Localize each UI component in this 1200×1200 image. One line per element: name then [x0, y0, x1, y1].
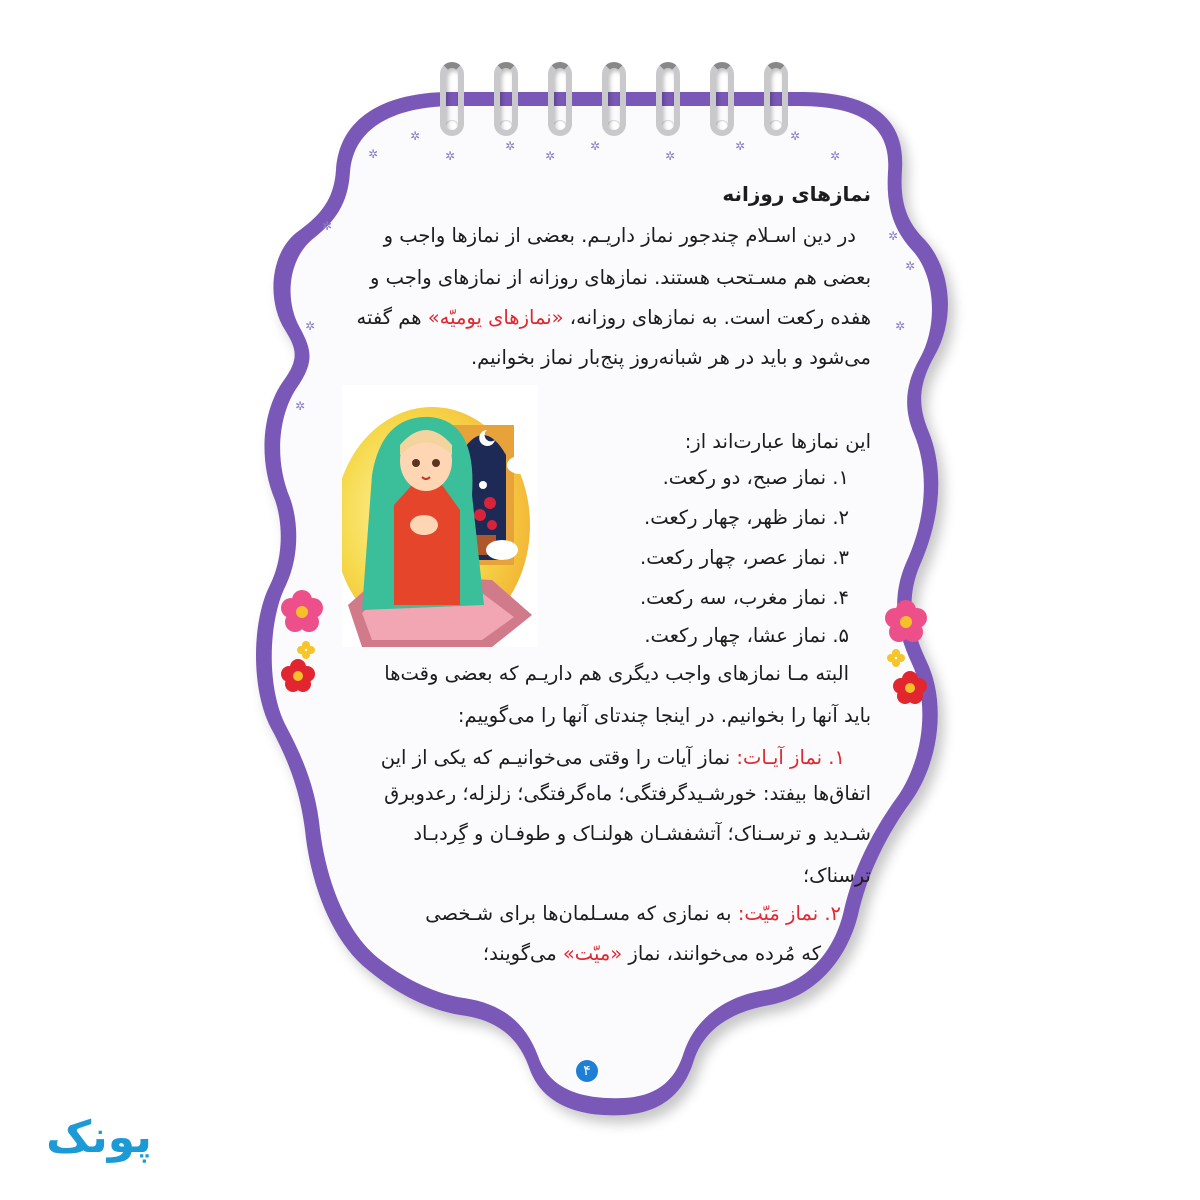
svg-text:✲: ✲ [505, 139, 516, 153]
spiral-ring-icon [764, 62, 788, 136]
svg-text:✲: ✲ [830, 149, 841, 163]
highlight-yowmiyyeh: «نمازهای یومیّه» [427, 306, 564, 329]
page-number: ۴ [576, 1060, 598, 1082]
spiral-ring-icon [710, 62, 734, 136]
brand-logo [34, 1108, 164, 1168]
highlight-mayyit: «میّت» [562, 942, 623, 965]
list-item: ۵. نماز عشا، چهار رکعت. [644, 624, 849, 647]
svg-text:✲: ✲ [790, 129, 801, 143]
svg-text:✲: ✲ [895, 319, 906, 333]
svg-text:✲: ✲ [590, 139, 601, 153]
list-item: ۴. نماز مغرب، سه رکعت. [639, 586, 849, 609]
praying-girl-illustration [342, 385, 538, 647]
mayyit-text: که مُرده می‌خوانند، نماز [622, 942, 821, 965]
svg-text:✲: ✲ [445, 149, 456, 163]
svg-text:✲: ✲ [545, 149, 556, 163]
ayat-line: اتفاق‌ها بیفتد: خورشـیدگرفتگی؛ ماه‌گرفتگی؛ زلزله؛ رعدوبرق [384, 782, 871, 805]
spiral-ring-icon [440, 62, 464, 136]
flower-icon [272, 590, 332, 700]
svg-text:✲: ✲ [368, 147, 379, 161]
other-wajib-line: باید آنها را بخوانیم. در اینجا چندتای آنها را می‌گوییم: [457, 704, 871, 727]
intro-line [357, 308, 871, 328]
other-wajib-line: البته مـا نمازهای واجب دیگری هم داریـم که بعضی وقت‌ها [384, 662, 849, 685]
intro-text: هفده رکعت است. به نمازهای روزانه، [563, 306, 871, 329]
ayat-line [381, 748, 845, 768]
svg-text:✲: ✲ [905, 259, 916, 273]
spiral-ring-icon [494, 62, 518, 136]
svg-text:✲: ✲ [295, 399, 306, 413]
list-item: ۳. نماز عصر، چهار رکعت. [640, 546, 849, 569]
intro-text: هم گفته [356, 306, 428, 329]
logo-text: پونک [46, 1112, 152, 1163]
ayat-label: ۱. نماز آیـات: [736, 746, 845, 769]
intro-line: در دین اسـلام چندجور نماز داریـم. بعضی از نمازها واجب و [383, 224, 856, 247]
svg-text:✲: ✲ [735, 139, 746, 153]
mayyit-text: به نمازی که مسـلمان‌ها برای شـخصی [425, 902, 738, 925]
ayat-text: نماز آیات را وقتی می‌خوانیـم که یکی از این [380, 746, 737, 769]
mayyit-line [425, 904, 841, 924]
spiral-ring-icon [656, 62, 680, 136]
intro-line: بعضی هم مسـتحب هستند. نمازهای روزانه از نمازهای واجب و [369, 266, 871, 289]
svg-text:✲: ✲ [888, 229, 899, 243]
heading: نمازهای روزانه [722, 182, 871, 206]
svg-text:✲: ✲ [665, 149, 676, 163]
mayyit-label: ۲. نماز مَیّت: [737, 902, 841, 925]
ayat-line: شـدید و ترسـناک؛ آتشفشـان هولنـاک و طوفـان و گِردبـاد [413, 822, 871, 845]
list-heading: این نمازها عبارت‌اند از: [684, 430, 871, 453]
svg-text:✲: ✲ [410, 129, 421, 143]
ayat-line: ترسناک؛ [802, 864, 871, 887]
mayyit-line [483, 944, 821, 964]
spiral-ring-icon [548, 62, 572, 136]
svg-text:✲: ✲ [322, 219, 333, 233]
intro-line: می‌شود و باید در هر شبانه‌روز پنج‌بار نماز بخوانیم. [470, 346, 871, 369]
svg-text:✲: ✲ [305, 319, 316, 333]
spiral-ring-icon [602, 62, 626, 136]
flower-icon [878, 600, 938, 710]
list-item: ۲. نماز ظهر، چهار رکعت. [644, 506, 849, 529]
mayyit-text: می‌گویند؛ [482, 942, 563, 965]
list-item: ۱. نماز صبح، دو رکعت. [662, 466, 849, 489]
